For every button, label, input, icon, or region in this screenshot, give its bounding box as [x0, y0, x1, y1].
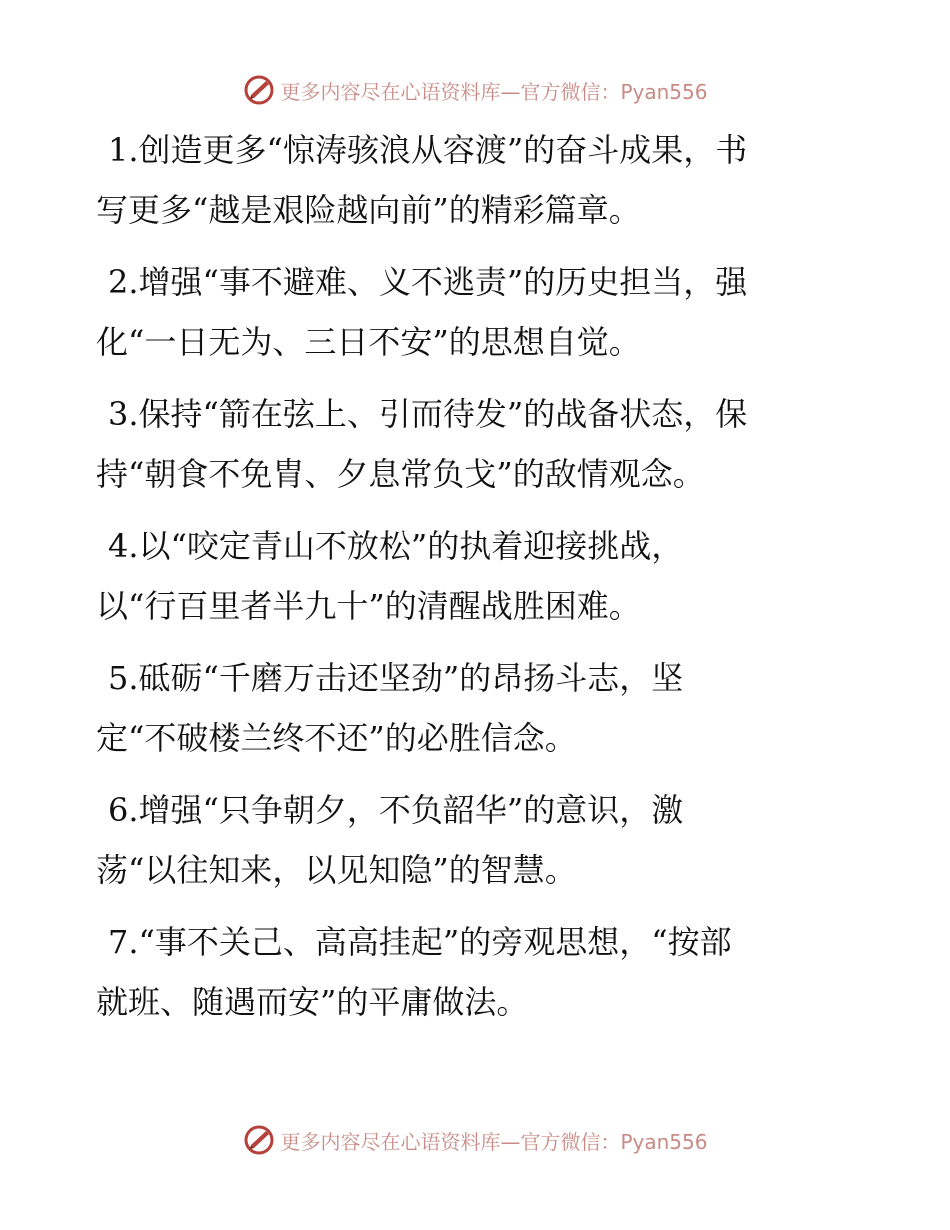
list-item [96, 384, 836, 504]
list-item [96, 912, 836, 1032]
item-line: 持“朝食不免胄、夕息常负戈”的敌情观念。 [96, 455, 705, 493]
brand-logo-icon [242, 73, 276, 107]
item-line: 5.砥砺“千磨万击还坚劲”的昂扬斗志，坚 [108, 659, 684, 697]
brand-logo-icon [242, 1123, 276, 1157]
header-banner [0, 70, 950, 110]
item-line: 就班、随遇而安”的平庸做法。 [96, 983, 529, 1021]
header-banner-text: 更多内容尽在心语资料库—官方微信：Pyan556 [280, 79, 708, 104]
item-line: 以“行百里者半九十”的清醒战胜困难。 [96, 587, 641, 625]
item-line: 写更多“越是艰险越向前”的精彩篇章。 [96, 191, 641, 229]
item-line: 3.保持“箭在弦上、引而待发”的战备状态，保 [108, 395, 748, 433]
item-line: 1.创造更多“惊涛骇浪从容渡”的奋斗成果，书 [108, 131, 748, 169]
document-body [96, 120, 836, 1044]
list-item [96, 252, 836, 372]
list-item [96, 120, 836, 240]
item-line: 6.增强“只争朝夕，不负韶华”的意识，激 [108, 791, 684, 829]
footer-banner [0, 1120, 950, 1160]
item-line: 荡“以往知来，以见知隐”的智慧。 [96, 851, 577, 889]
item-line: 化“一日无为、三日不安”的思想自觉。 [96, 323, 641, 361]
item-line: 定“不破楼兰终不还”的必胜信念。 [96, 719, 577, 757]
list-item [96, 780, 836, 900]
footer-banner-text: 更多内容尽在心语资料库—官方微信：Pyan556 [280, 1129, 708, 1154]
item-line: 7.“事不关己、高高挂起”的旁观思想，“按部 [108, 923, 732, 961]
item-line: 2.增强“事不避难、义不逃责”的历史担当，强 [108, 263, 748, 301]
list-item [96, 648, 836, 768]
list-item [96, 516, 836, 636]
item-line: 4.以“咬定青山不放松”的执着迎接挑战， [108, 527, 684, 565]
